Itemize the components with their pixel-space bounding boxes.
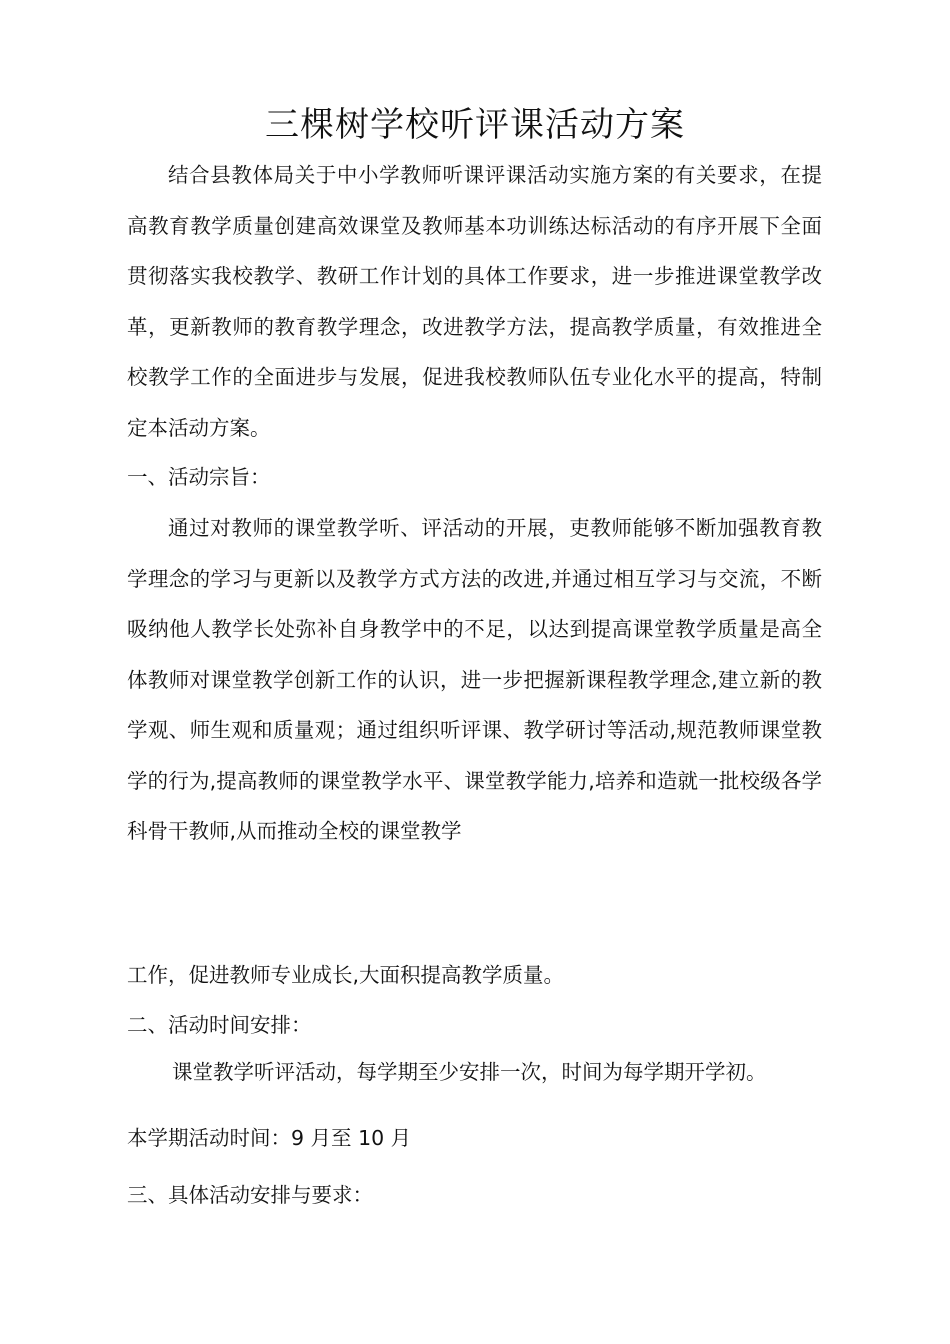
section1-heading: 一、活动宗旨： [127, 465, 271, 489]
section2-body: 课堂教学听评活动，每学期至少安排一次，时间为每学期开学初。 [172, 1060, 767, 1084]
document-title: 三棵树学校听评课活动方案 [265, 105, 685, 145]
intro-paragraph: 结合县教体局关于中小学教师听课评课活动实施方案的有关要求，在提高教育教学质量创建高效课堂及教师基本功训练达标活动的有序开展下全面贯彻落实我校教学、教研工作计划的具体工作要求，进一步推进课堂教学改革，更新教师的教育教学理念，改进教学方法，提高教学质量，有效推进全校教学工作的全面进步与发展，促进我校教师队伍专业化水平的提高，特制定本活动方案。 [127, 163, 822, 440]
section1-continued: 工作，促进教师专业成长,大面积提高教学质量。 [127, 963, 565, 987]
section2-heading: 二、活动时间安排： [127, 1013, 312, 1037]
section3-heading: 三、具体活动安排与要求： [127, 1183, 373, 1207]
section2-term-time: 本学期活动时间：9 月至 10 月 [127, 1126, 412, 1150]
section1-body: 通过对教师的课堂教学听、评活动的开展，吏教师能够不断加强教育教学理念的学习与更新以及教学方式方法的改进,并通过相互学习与交流，不断吸纳他人教学长处弥补自身教学中的不足，以达到提高课堂教学质量是高全体教师对课堂教学创新工作的认识，进一步把握新课程教学理念,建立新的教学观、师生观和质量观；通过组织听评课、教学研讨等活动,规范教师课堂教学的行为,提高教师的课堂教学水平、课堂教学能力,培养和造就一批校级各学科骨干教师,从而推动全校的课堂教学 [127, 516, 822, 843]
